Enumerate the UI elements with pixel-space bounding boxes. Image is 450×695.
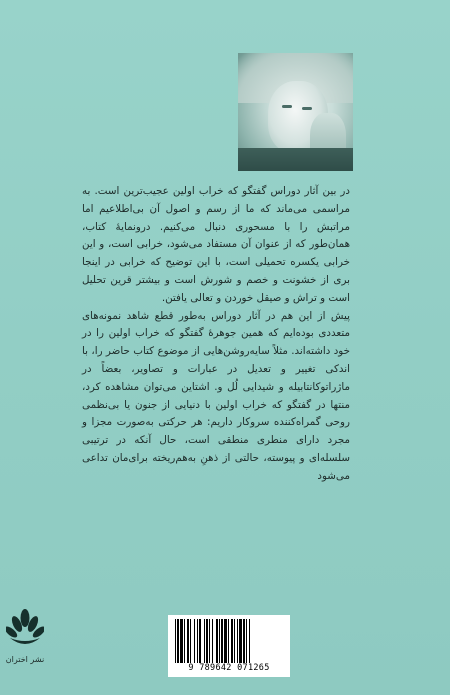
- blurb-paragraph-1: در بین آثار دوراس گفتگو که خراب اولین عجیب‌ترین است. به مراسمی می‌ماند که ما از رسم و اصول آن بی‌اطلاعیم اما مراتبش را با مسحوری دنبال می‌کنیم. درونمایهٔ کتاب، همان‌طور که از عنوان آن مستفاد می‌شود، خرابی است، و این خرابی یکسره تحمیلی است، با این توضیح که خرابی در اینجا بری از خشونت و خصم و شورش است و بیشتر قرین تحلیل است و تراش و صیقل خوردن و تعالی یافتن.: [82, 185, 350, 304]
- isbn-barcode: [168, 615, 290, 677]
- isbn-number: 9 789642 071265: [188, 663, 270, 673]
- blurb-paragraph-2: پیش از این هم در آثار دوراس به‌طور قطع شاهد نمونه‌های متعددی بوده‌ایم که همین جوهرهٔ گفتگو که خراب اولین را در خود داشته‌اند. مثلاً سایه‌روشن‌هایی از موضوع کتاب حاضر را، با اندکی تغییر و تعدیل در عبارات و تصاویر، بعضاً در ماژراتوکانتابیله و شیدایی لُل و. اشتاین می‌توان مشاهده کرد، منتها در گفتگو که خراب اولین با دنیایی از جنون یا بی‌نظمی روحی گمراه‌کننده سروکار داریم: هر حرکتی به‌صورت مجزا و مجرد دارای منطری منطقی است، حال آنکه در ترتیبی سلسله‌ای و پیوسته، حالتی از ذهنِ به‌هم‌ریخته برای‌مان تداعی می‌شود: [82, 309, 350, 482]
- author-portrait: [238, 53, 353, 171]
- blurb-text: [82, 183, 350, 486]
- portrait-clothing: [238, 148, 353, 171]
- barcode-bars: [174, 619, 284, 663]
- publisher-name: نشر اختران: [5, 655, 45, 664]
- flower-logo-icon: [6, 608, 44, 654]
